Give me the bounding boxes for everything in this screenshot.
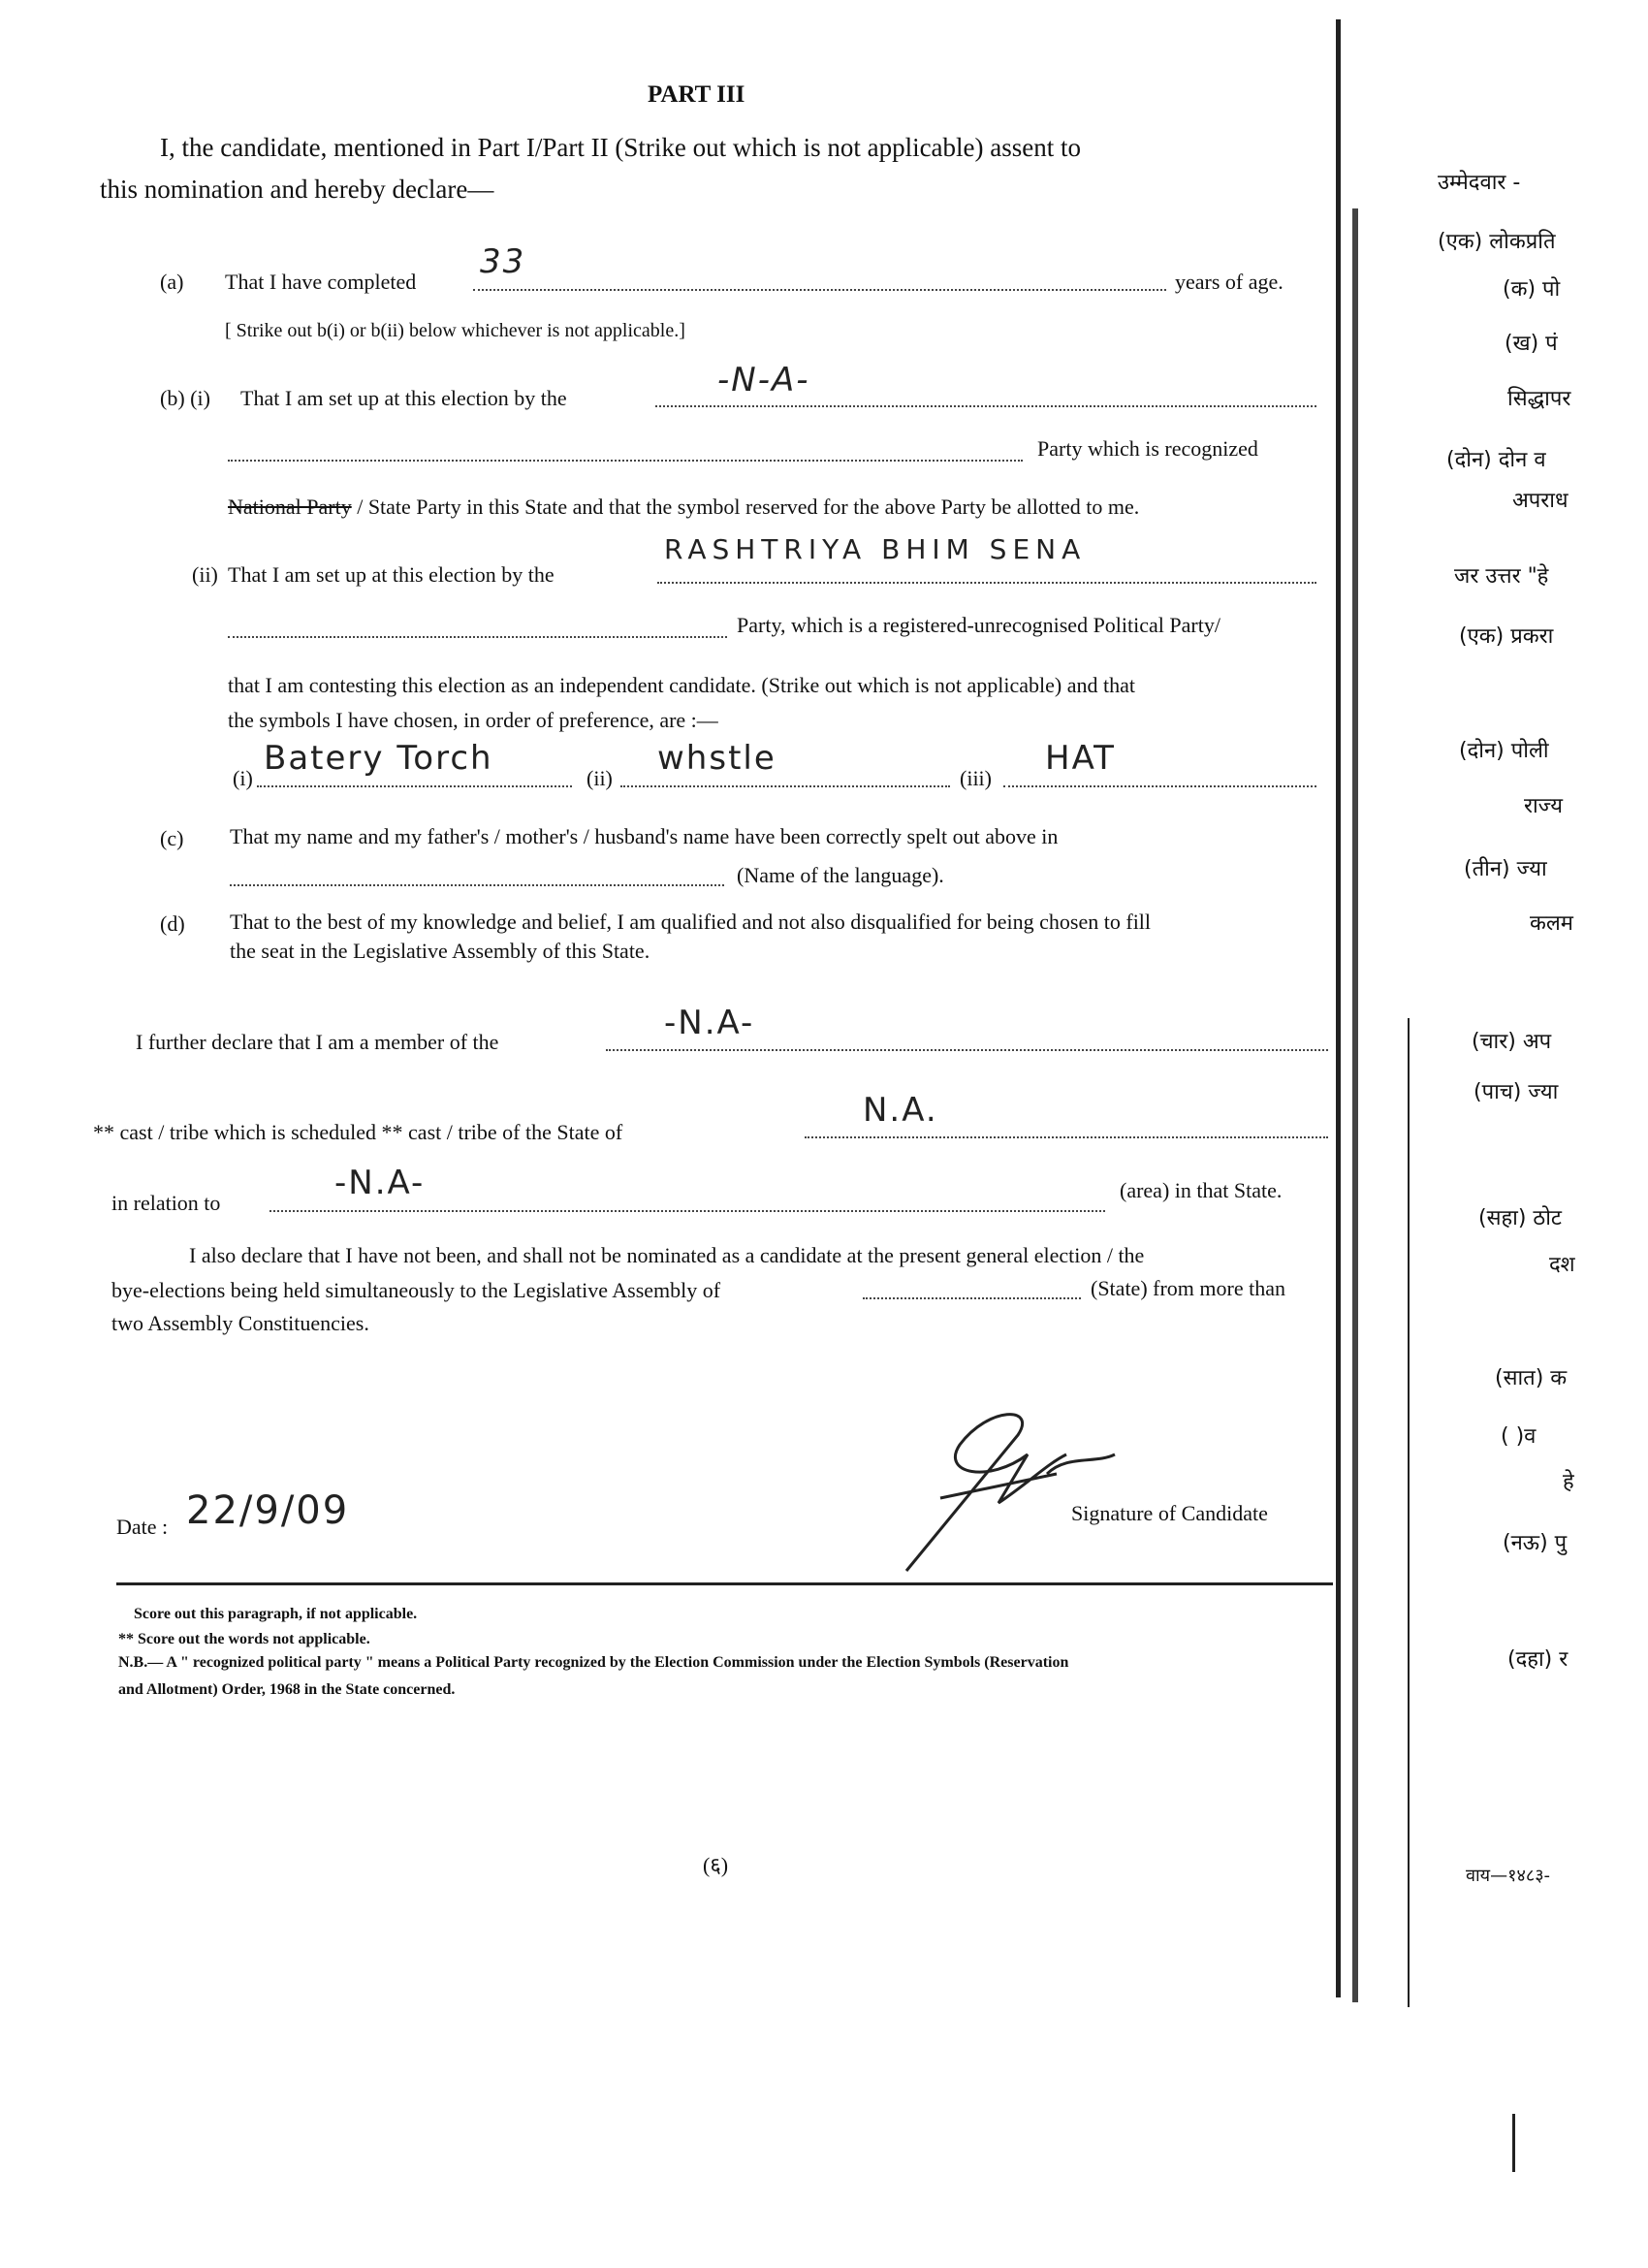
hindi-line: दश: [1549, 1253, 1575, 1277]
margin-mark: [1512, 2114, 1515, 2172]
symbol-2-value[interactable]: whstle: [657, 739, 776, 778]
symbol-1-line: [257, 785, 572, 787]
strike-note: [ Strike out b(i) or b(ii) below whichever is not applicable.]: [225, 320, 685, 341]
page-title: PART III: [648, 81, 745, 108]
further-declare-text: I further declare that I am a member of the: [136, 1030, 499, 1054]
hindi-line: (ख) पं: [1505, 332, 1558, 356]
date-value[interactable]: 22/9/09: [186, 1488, 350, 1533]
state-field-line: [805, 1136, 1328, 1138]
footnote-1: Score out this paragraph, if not applicable.: [134, 1606, 418, 1622]
item-a-label: (a): [160, 270, 184, 294]
footnote-rule: [116, 1582, 1333, 1585]
also-declare-line-1: I also declare that I have not been, and shall not be nominated as a candidate at the present general election / the: [189, 1243, 1145, 1267]
right-page-edge: [1408, 1018, 1410, 2007]
page-fold-shadow: [1352, 208, 1358, 2002]
hindi-line: अपराध: [1512, 489, 1569, 513]
also-declare-line-3: two Assembly Constituencies.: [111, 1311, 369, 1335]
party-ii-field-line: [657, 582, 1316, 584]
item-a-suffix: years of age.: [1175, 270, 1284, 294]
state-value[interactable]: N.A.: [863, 1091, 938, 1130]
symbol-2-label: (ii): [586, 766, 613, 790]
hindi-line: (दोन) दोन व: [1446, 448, 1546, 472]
page-fold-edge: [1336, 19, 1341, 1997]
intro-line-1: I, the candidate, mentioned in Part I/Part II (Strike out which is not applicable) assent to: [160, 133, 1081, 162]
hindi-line: ( )व: [1501, 1424, 1537, 1449]
national-party-struck: National Party: [228, 495, 352, 519]
hindi-line: (नऊ) पु: [1503, 1531, 1568, 1555]
date-label: Date :: [116, 1515, 169, 1539]
hindi-line: (सात) क: [1495, 1366, 1568, 1390]
party-field-line: [655, 405, 1316, 407]
footnote-3: N.B.— A " recognized political party " means a Political Party recognized by the Election Commission under the Election Symbols (Reservation: [118, 1654, 1069, 1671]
footnote-4: and Allotment) Order, 1968 in the State concerned.: [118, 1681, 456, 1698]
relation-text: in relation to: [111, 1191, 221, 1215]
symbol-1-value[interactable]: Batery Torch: [264, 739, 493, 778]
party-b-i-value[interactable]: -N-A-: [717, 361, 810, 399]
party-ii-field-line-2: [228, 636, 727, 638]
item-d-line-1: That to the best of my knowledge and belief, I am qualified and not also disqualified for being chosen to fill: [230, 910, 1152, 934]
relation-suffix: (area) in that State.: [1120, 1178, 1283, 1202]
hindi-line: (एक) लोकप्रति: [1438, 230, 1556, 254]
symbol-3-value[interactable]: HAT: [1045, 739, 1116, 778]
item-a-text: That I have completed: [225, 270, 417, 294]
also-declare-state: (State) from more than: [1091, 1276, 1285, 1300]
hindi-line: (तीन) ज्या: [1464, 857, 1547, 881]
item-d-line-2: the seat in the Legislative Assembly of this State.: [230, 939, 650, 963]
symbol-3-label: (iii): [960, 766, 992, 790]
assembly-state-line: [863, 1297, 1081, 1299]
member-field-line: [606, 1049, 1328, 1051]
contest-line-2: the symbols I have chosen, in order of preference, are :—: [228, 708, 718, 732]
symbol-3-line: [1003, 785, 1316, 787]
hindi-line: उम्मेदवार -: [1438, 171, 1521, 195]
hindi-line: कलम: [1530, 911, 1573, 936]
hindi-line: (क) पो: [1503, 277, 1561, 302]
hindi-line: राज्य: [1524, 794, 1564, 818]
item-b-ii-label: (ii): [192, 562, 218, 587]
hindi-line: (दोन) पोली: [1459, 739, 1549, 763]
hindi-line: (सहा) ठोट: [1478, 1206, 1562, 1230]
footnote-2: ** Score out the words not applicable.: [118, 1631, 370, 1647]
hindi-line: सिद्धापर: [1507, 387, 1571, 411]
item-c-label: (c): [160, 826, 184, 850]
contest-line-1: that I am contesting this election as an independent candidate. (Strike out which is not applicable) and that: [228, 673, 1135, 697]
age-field-line: [473, 289, 1166, 291]
item-c-text: That my name and my father's / mother's / husband's name have been correctly spelt out above in: [230, 824, 1059, 848]
hindi-line: (दहा) र: [1507, 1647, 1569, 1672]
hindi-form-code: वाय—१४८३-: [1466, 1866, 1551, 1886]
hindi-line: (चार) अप: [1472, 1030, 1552, 1054]
hindi-line: (एक) प्रकरा: [1459, 624, 1554, 649]
item-b-ii-text: That I am set up at this election by the: [228, 562, 555, 587]
page-number: (६): [703, 1853, 729, 1877]
hindi-line: (पाच) ज्या: [1474, 1080, 1559, 1104]
national-party-line: [228, 495, 1139, 520]
party-field-line-2: [228, 460, 1023, 462]
national-party-rest: / State Party in this State and that the symbol reserved for the above Party be allotted to me.: [357, 495, 1140, 519]
party-recognized-text: Party which is recognized: [1037, 436, 1258, 461]
intro-line-2: this nomination and hereby declare—: [100, 175, 494, 204]
item-c-suffix: (Name of the language).: [737, 863, 944, 887]
item-b-text: That I am set up at this election by the: [240, 386, 567, 410]
registered-party-text: Party, which is a registered-unrecognised Political Party/: [737, 613, 1220, 637]
item-d-label: (d): [160, 911, 185, 936]
signature-label: Signature of Candidate: [1071, 1501, 1268, 1525]
member-value[interactable]: -N.A-: [664, 1004, 755, 1042]
caste-text: ** cast / tribe which is scheduled ** cast / tribe of the State of: [93, 1120, 623, 1144]
hindi-line: जर उत्तर "हे: [1454, 564, 1549, 589]
hindi-line: हे: [1563, 1470, 1574, 1494]
age-value[interactable]: 33: [480, 242, 526, 281]
area-value[interactable]: -N.A-: [334, 1164, 426, 1202]
area-field-line: [269, 1210, 1105, 1212]
item-b-label: (b) (i): [160, 386, 210, 410]
language-field-line[interactable]: [230, 884, 724, 886]
party-b-ii-value[interactable]: RASHTRIYA BHIM SENA: [664, 533, 1087, 565]
symbol-1-label: (i): [233, 766, 253, 790]
signature-image: [902, 1396, 1144, 1581]
also-declare-line-2: bye-elections being held simultaneously to the Legislative Assembly of: [111, 1278, 721, 1302]
symbol-2-line: [620, 785, 950, 787]
